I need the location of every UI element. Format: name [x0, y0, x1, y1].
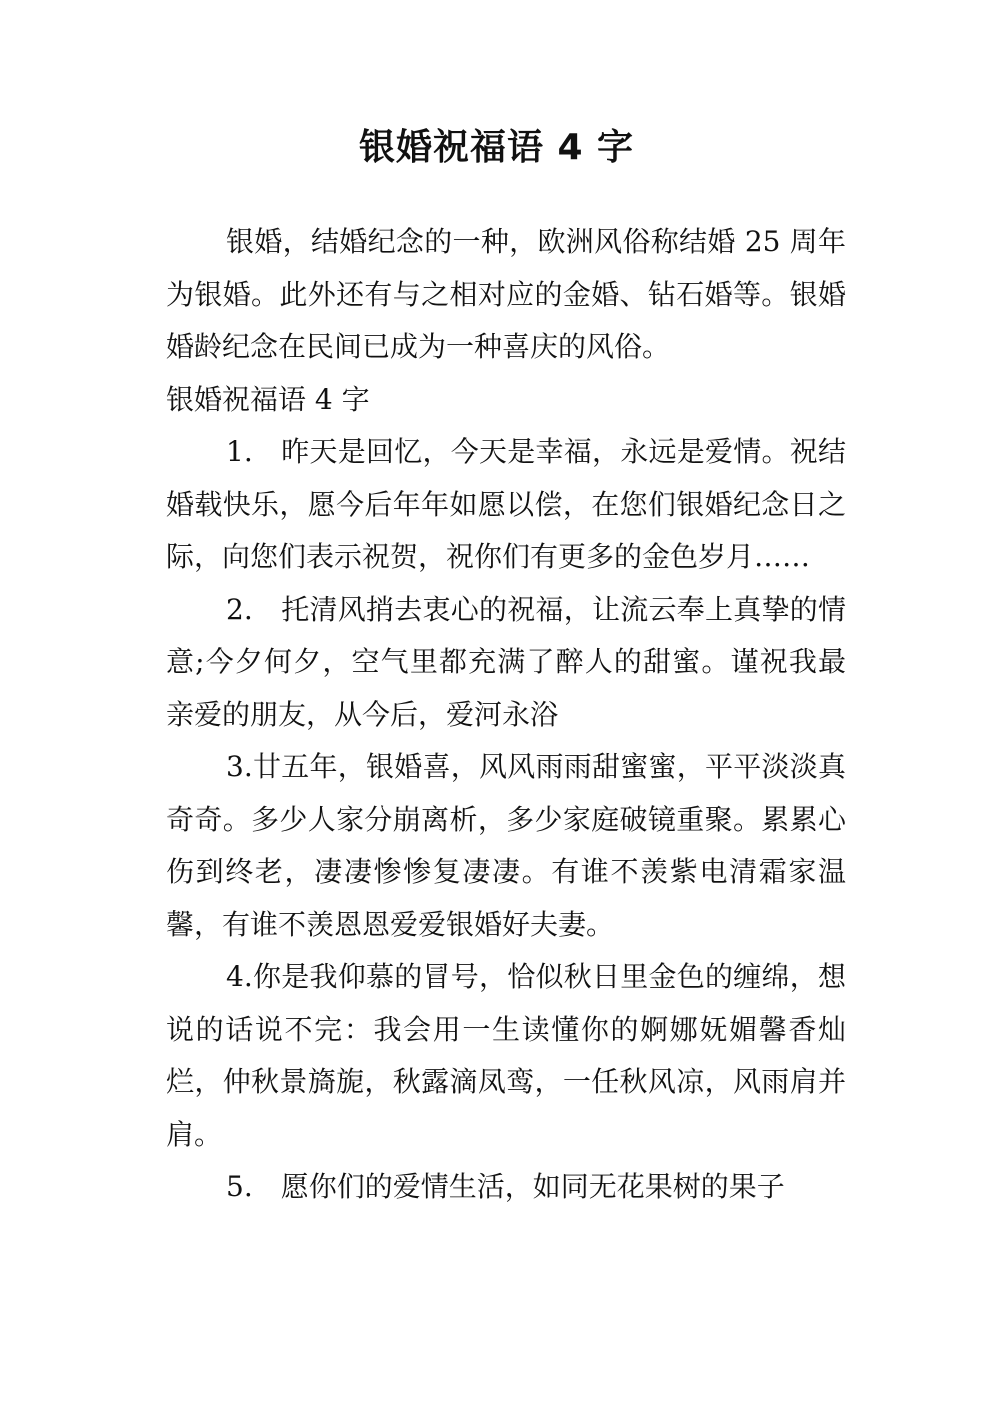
list-item-2: 2. 托清风捎去衷心的祝福，让流云奉上真挚的情意;今夕何夕，空气里都充满了醉人的甜蜜。谨祝我最亲爱的朋友，从今后，爱河永浴	[166, 592, 846, 731]
document-title: 银婚祝福语 4 字	[358, 127, 635, 168]
list-item-3: 3.廿五年，银婚喜，风风雨雨甜蜜蜜，平平淡淡真奇奇。多少人家分崩离析，多少家庭破镜重聚。累累心伤到终老，凄凄惨惨复凄凄。有谁不羡紫电清霜家温馨，有谁不羡恩恩爱爱银婚好夫妻。	[166, 750, 846, 941]
list-item-1: 1. 昨天是回忆，今天是幸福，永远是爱情。祝结婚载快乐，愿今后年年如愿以偿，在您们银婚纪念日之际，向您们表示祝贺，祝你们有更多的金色岁月……	[166, 435, 846, 573]
list-item-5: 5. 愿你们的爱情生活，如同无花果树的果子	[226, 1170, 785, 1203]
document-body	[166, 216, 846, 1214]
section-heading: 银婚祝福语 4 字	[166, 382, 370, 416]
intro-paragraph: 银婚，结婚纪念的一种，欧洲风俗称结婚 25 周年为银婚。此外还有与之相对应的金婚、钻石婚等。银婚婚龄纪念在民间已成为一种喜庆的风俗。	[166, 225, 846, 363]
list-item-4: 4.你是我仰慕的冒号，恰似秋日里金色的缠绵，想说的话说不完：我会用一生读懂你的婀娜妩媚馨香灿烂，仲秋景旖旎，秋露滴凤鸾，一任秋风凉，风雨肩并肩。	[166, 960, 846, 1151]
